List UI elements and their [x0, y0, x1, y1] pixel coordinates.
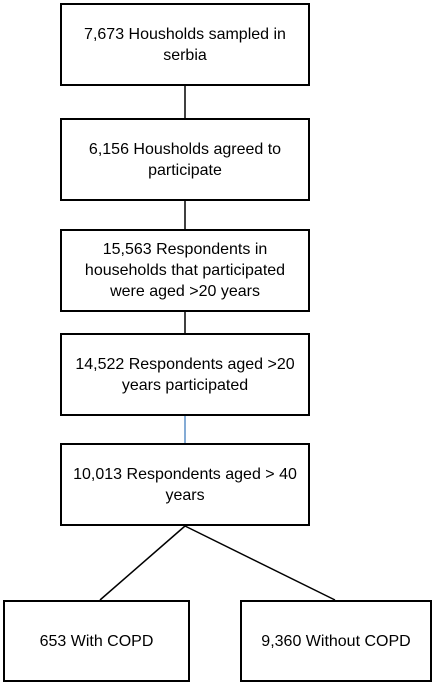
node-respondents-aged-over-40 — [60, 443, 310, 526]
node-label: 7,673 Housholds sampled in serbia — [84, 25, 286, 64]
connector-aged40-without-copd — [185, 526, 335, 600]
node-without-copd — [240, 600, 432, 682]
node-label: 14,522 Respondents aged >20 years participated — [75, 355, 295, 394]
node-households-agreed — [60, 118, 310, 201]
node-label: 653 With COPD — [39, 632, 154, 650]
node-with-copd — [3, 600, 190, 682]
node-label: 9,360 Without COPD — [261, 632, 411, 650]
node-label: 15,563 Respondents in households that participated were aged >20 years — [84, 241, 286, 300]
node-respondents-participated — [60, 333, 310, 416]
node-respondents-aged-over-20 — [60, 229, 310, 312]
connector-aged40-with-copd — [100, 526, 185, 600]
node-households-sampled — [60, 3, 310, 86]
node-label: 10,013 Respondents aged > 40 years — [73, 465, 297, 504]
node-label: 6,156 Housholds agreed to participate — [88, 140, 282, 179]
